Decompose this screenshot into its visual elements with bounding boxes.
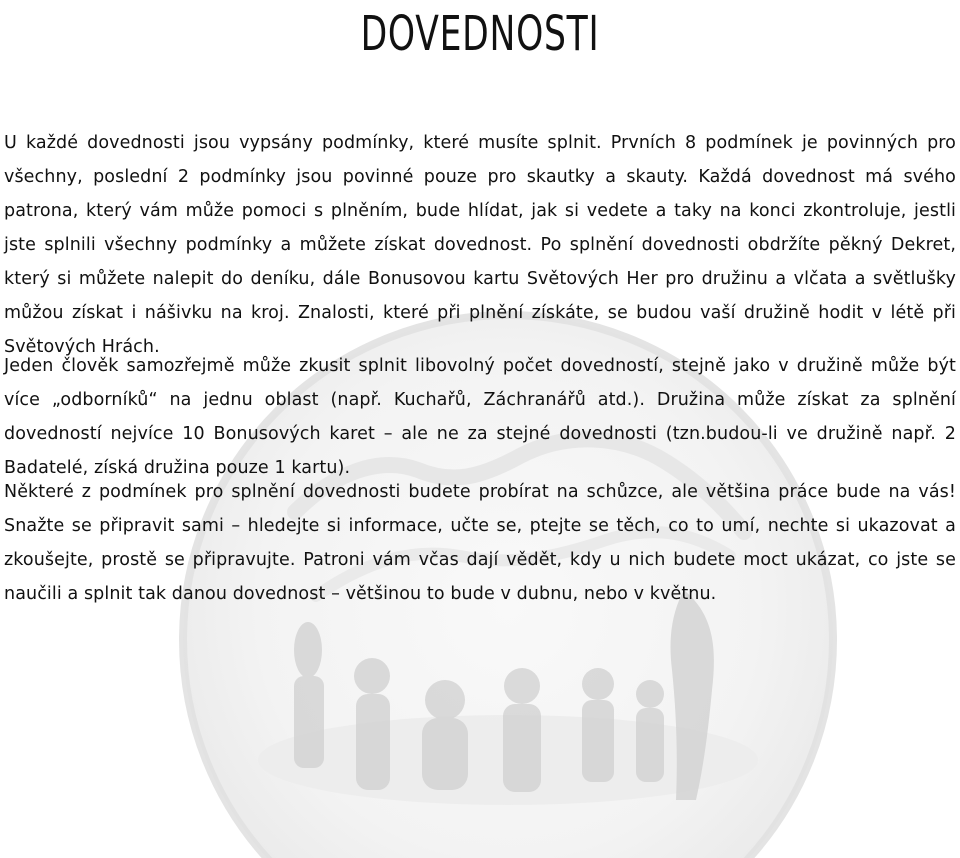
page-title: DOVEDNOSTI — [360, 6, 600, 62]
paragraph-1: U každé dovednosti jsou vypsány podmínky, které musíte splnit. Prvních 8 podmínek je povinných pro všechny, poslední 2 podmínky jsou povinné pouze pro skautky a skauty. Každá dovednost má svého patrona, který vám může pomoci s plněním, bude hlídat, jak si vedete a taky na konci zkontroluje, jestli jste splnili všechny podmínky a můžete získat dovednost. Po splnění dovednosti obdržíte pěkný Dekret, který si můžete nalepit do deníku, dále Bonusovou kartu Světových Her pro družinu a vlčata a světlušky můžou získat i nášivku na kroj. Znalosti, které při plnění získáte, se budou vaší družině hodit v létě při Světových Hrách. — [4, 133, 956, 357]
paragraph-3: Některé z podmínek pro splnění dovednosti budete probírat na schůzce, ale většina práce bude na vás! Snažte se připravit sami – hledejte si informace, učte se, ptejte se těch, co to umí, nechte si ukazovat a zkoušejte, prostě se připravujte. Patroni vám včas dají vědět, kdy u nich budete moct ukázat, co jste se naučili a splnit tak danou dovednost – většinou to bude v dubnu, nebo v květnu. — [4, 482, 956, 604]
paragraph-2: Jeden člověk samozřejmě může zkusit splnit libovolný počet dovedností, stejně jako v družině může být více „odborníků“ na jednu oblast (např. Kuchařů, Záchranářů atd.). Družina může získat za splnění dovedností nejvíce 10 Bonusových karet – ale ne za stejné dovednosti (tzn.budou-li ve družině např. 2 Badatelé, získá družina pouze 1 kartu). — [4, 356, 956, 478]
